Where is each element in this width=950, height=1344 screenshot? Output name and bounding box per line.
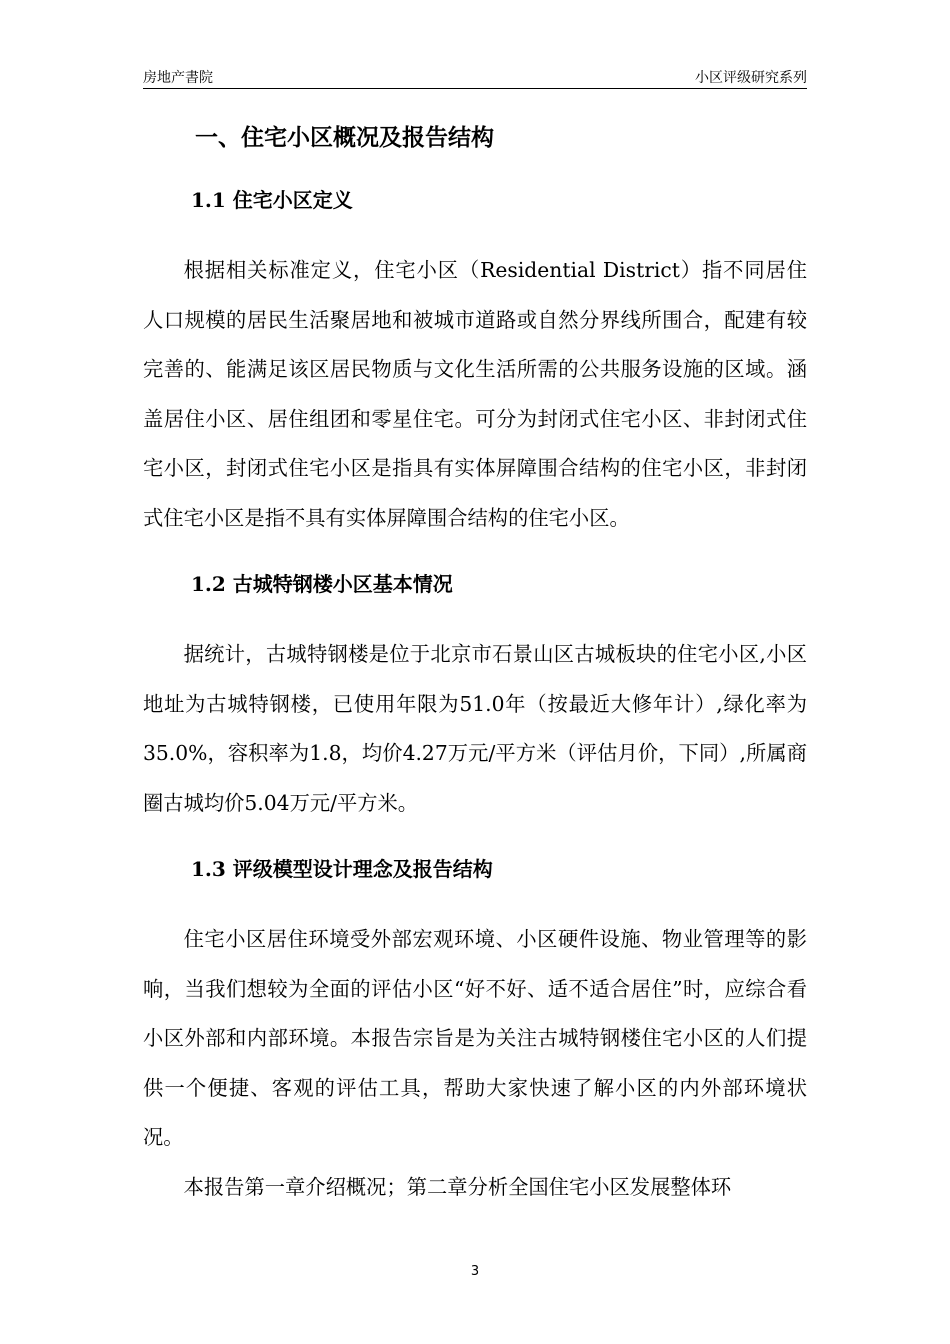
page-content — [143, 118, 807, 1212]
chapter-title: 一、住宅小区概况及报告结构 — [195, 124, 494, 151]
section-heading-1-3: 1.3 评级模型设计理念及报告结构 — [191, 857, 493, 881]
page-number: 3 — [470, 1264, 480, 1279]
paragraph-definition: 根据相关标准定义，住宅小区（Residential District）指不同居住人口规模的居民生活聚居地和被城市道路或自然分界线所围合，配建有较完善的、能满足该区居民物质与文化生活所需的公共服务设施的区域。涵盖居住小区、居住组团和零星住宅。可分为封闭式住宅小区、非封闭式住宅小区，封闭式住宅小区是指具有实体屏障围合结构的住宅小区，非封闭式住宅小区是指不具有实体屏障围合结构的住宅小区。 — [143, 258, 807, 530]
header-publisher: 房地产書院 — [143, 70, 213, 86]
paragraph-basic-info: 据统计，古城特钢楼是位于北京市石景山区古城板块的住宅小区,小区地址为古城特钢楼，已使用年限为51.0年（按最近大修年计）,绿化率为35.0%，容积率为1.8，均价4.27万元/平方米（评估月价，下同）,所属商圈古城均价5.04万元/平方米。 — [143, 642, 807, 815]
paragraph-model-concept: 住宅小区居住环境受外部宏观环境、小区硬件设施、物业管理等的影响，当我们想较为全面的评估小区“好不好、适不适合居住”时，应综合看小区外部和内部环境。本报告宗旨是为关注古城特钢楼住宅小区的人们提供一个便捷、客观的评估工具，帮助大家快速了解小区的内外部环境状况。 — [143, 927, 807, 1149]
page-header — [143, 66, 807, 89]
header-series-title: 小区评级研究系列 — [695, 70, 807, 86]
section-heading-1-2: 1.2 古城特钢楼小区基本情况 — [191, 572, 453, 596]
paragraph-report-structure: 本报告第一章介绍概况；第二章分析全国住宅小区发展整体环 — [183, 1174, 732, 1199]
section-heading-1-1: 1.1 住宅小区定义 — [191, 188, 353, 212]
